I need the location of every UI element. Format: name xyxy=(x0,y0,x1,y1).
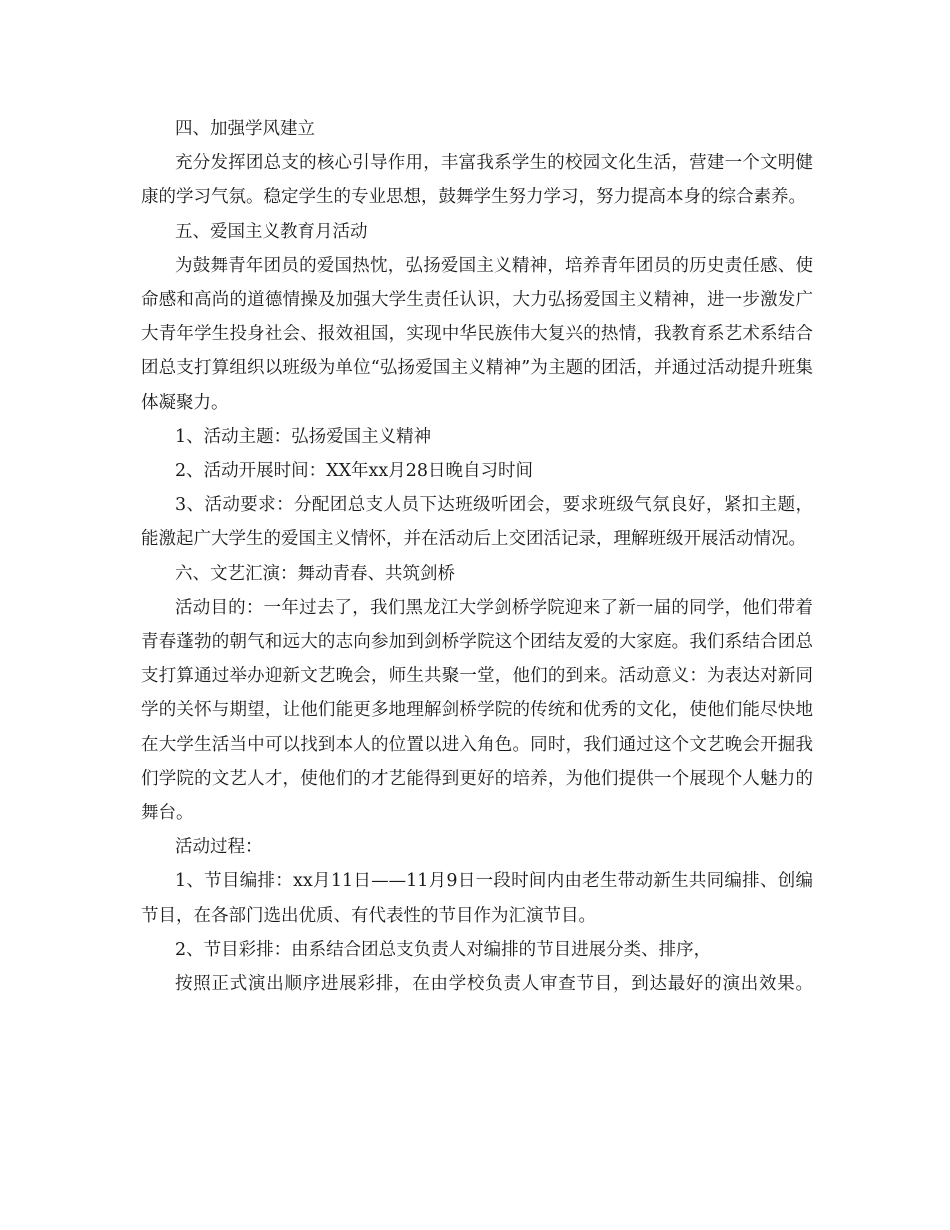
paragraph-activity-process-label: 活动过程： xyxy=(175,837,263,858)
list-item-program-rehearsal: 2、节目彩排：由系结合团总支负责人对编排的节目进展分类、排序， xyxy=(175,939,712,960)
paragraph-study-style: 充分发挥团总支的核心引导作用，丰富我系学生的校园文化生活，营建一个文明健康的学习气氛。稳定学生的专业思想，鼓舞学生努力学习，努力提高本身的综合素养。 xyxy=(141,153,813,208)
paragraph-art-show-purpose: 活动目的：一年过去了，我们黑龙江大学剑桥学院迎来了新一届的同学，他们带着青春蓬勃的朝气和远大的志向参加到剑桥学院这个团结友爱的大家庭。我们系结合团总支打算通过举办迎新文艺晚会，师生共聚一堂，他们的到来。活动意义：为表达对新同学的关怀与期望，让他们能更多地理解剑桥学院的传统和优秀的文化，使他们能尽快地在大学生活当中可以找到本人的位置以进入角色。同时，我们通过这个文艺晚会开掘我们学院的文艺人才，使他们的才艺能得到更好的培养，为他们提供一个展现个人魅力的舞台。 xyxy=(141,597,813,824)
list-item-activity-time: 2、活动开展时间：XX年xx月28日晚自习时间 xyxy=(175,461,534,482)
list-item-activity-requirements: 3、活动要求：分配团总支人员下达班级听团会，要求班级气氛良好，紧扣主题，能激起广大学生的爱国主义情怀，并在活动后上交团活记录，理解班级开展活动情况。 xyxy=(141,495,813,550)
document-body xyxy=(141,112,813,1001)
paragraph-patriotism-intro: 为鼓舞青年团员的爱国热忱，弘扬爱国主义精神，培养青年团员的历史责任感、使命感和高尚的道德情操及加强大学生责任认识，大力弘扬爱国主义精神，进一步激发广大青年学生投身社会、报效祖国，实现中华民族伟大复兴的热情，我教育系艺术系结合团总支打算组织以班级为单位“弘扬爱国主义精神”为主题的团活，并通过活动提升班集体凝聚力。 xyxy=(141,255,813,413)
section-heading-study-style: 四、加强学风建立 xyxy=(175,119,315,139)
section-heading-patriotism-month: 五、爱国主义教育月活动 xyxy=(175,221,368,242)
list-item-program-arrangement: 1、节目编排：xx月11日——11月9日一段时间内由老生带动新生共同编排、创编节目，在各部门选出优质、有代表性的节目作为汇演节目。 xyxy=(141,871,813,926)
paragraph-rehearsal-detail: 按照正式演出顺序进展彩排，在由学校负责人审查节目，到达最好的演出效果。 xyxy=(175,974,813,995)
section-heading-art-show: 六、文艺汇演：舞动青春、共筑剑桥 xyxy=(175,563,455,584)
list-item-activity-theme: 1、活动主题：弘扬爱国主义精神 xyxy=(175,426,432,447)
